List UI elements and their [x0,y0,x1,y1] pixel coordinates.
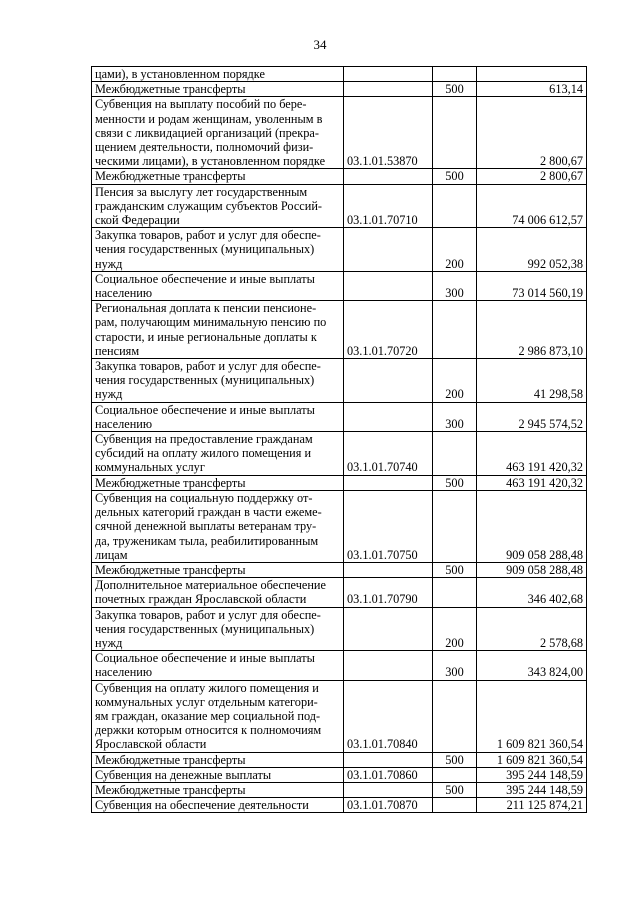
amount-cell: 2 800,67 [477,97,587,169]
table-row [92,271,587,300]
expense-type-code-cell [433,301,477,359]
item-name-cell: Субвенция на обеспечение деятельности [92,798,344,813]
table-row [92,169,587,184]
expense-type-code-cell [433,432,477,476]
target-article-code-cell: 03.1.01.70870 [344,798,433,813]
target-article-code-cell [344,82,433,97]
target-article-code-cell: 03.1.01.70750 [344,490,433,562]
table-row [92,402,587,431]
target-article-code-cell [344,67,433,82]
target-article-code-cell [344,359,433,403]
expense-type-code-cell: 500 [433,475,477,490]
amount-cell: 395 244 148,59 [477,782,587,797]
table-row [92,301,587,359]
expense-type-code-cell: 500 [433,169,477,184]
amount-cell: 73 014 560,19 [477,271,587,300]
amount-cell: 909 058 288,48 [477,562,587,577]
amount-cell: 41 298,58 [477,359,587,403]
expense-type-code-cell: 300 [433,402,477,431]
expense-type-code-cell [433,97,477,169]
table-row [92,228,587,272]
table-row [92,562,587,577]
amount-cell: 1 609 821 360,54 [477,752,587,767]
item-name-cell: Закупка товаров, работ и услуг для обеспе- чения государственных (муниципальных) нужд [92,228,344,272]
amount-cell: 2 800,67 [477,169,587,184]
expense-type-code-cell: 200 [433,607,477,651]
table-row [92,680,587,752]
amount-cell: 463 191 420,32 [477,432,587,476]
target-article-code-cell [344,271,433,300]
table-row [92,82,587,97]
expense-type-code-cell: 500 [433,752,477,767]
item-name-cell: цами), в установленном порядке [92,67,344,82]
item-name-cell: Субвенция на денежные выплаты [92,767,344,782]
expense-type-code-cell: 300 [433,271,477,300]
table-row [92,97,587,169]
target-article-code-cell [344,562,433,577]
table-row [92,184,587,228]
item-name-cell: Межбюджетные трансферты [92,752,344,767]
item-name-cell: Субвенция на социальную поддержку от- дельных категорий граждан в части ежеме- сячной денежной выплаты ветеранам тру- да, труженикам тыла, реабилитированным лицам [92,490,344,562]
expense-type-code-cell: 200 [433,359,477,403]
item-name-cell: Межбюджетные трансферты [92,782,344,797]
target-article-code-cell [344,651,433,680]
item-name-cell: Субвенция на предоставление гражданам субсидий на оплату жилого помещения и коммунальных услуг [92,432,344,476]
amount-cell: 2 578,68 [477,607,587,651]
budget-table-body [92,67,587,813]
target-article-code-cell [344,752,433,767]
table-row [92,578,587,607]
expense-type-code-cell [433,578,477,607]
table-row [92,607,587,651]
target-article-code-cell: 03.1.01.70860 [344,767,433,782]
item-name-cell: Субвенция на оплату жилого помещения и коммунальных услуг отдельным категори- ям граждан, оказание мер социальной под- держки которым относится к полномочиям Ярославской области [92,680,344,752]
amount-cell: 2 986 873,10 [477,301,587,359]
item-name-cell: Закупка товаров, работ и услуг для обеспе- чения государственных (муниципальных) нужд [92,607,344,651]
target-article-code-cell: 03.1.01.70710 [344,184,433,228]
target-article-code-cell: 03.1.01.53870 [344,97,433,169]
item-name-cell: Социальное обеспечение и иные выплаты населению [92,651,344,680]
amount-cell: 395 244 148,59 [477,767,587,782]
amount-cell: 1 609 821 360,54 [477,680,587,752]
amount-cell: 2 945 574,52 [477,402,587,431]
item-name-cell: Субвенция на выплату пособий по бере- менности и родам женщинам, уволенным в связи с ликвидацией организаций (прекра- щением деятельности, полномочий физи- ческими лицами), в установленном порядке [92,97,344,169]
amount-cell: 74 006 612,57 [477,184,587,228]
amount-cell: 613,14 [477,82,587,97]
expense-type-code-cell [433,184,477,228]
table-row [92,752,587,767]
item-name-cell: Межбюджетные трансферты [92,82,344,97]
expense-type-code-cell [433,798,477,813]
amount-cell: 463 191 420,32 [477,475,587,490]
expense-type-code-cell [433,680,477,752]
item-name-cell: Социальное обеспечение и иные выплаты населению [92,271,344,300]
amount-cell [477,67,587,82]
target-article-code-cell [344,475,433,490]
target-article-code-cell [344,169,433,184]
expense-type-code-cell [433,767,477,782]
item-name-cell: Межбюджетные трансферты [92,475,344,490]
target-article-code-cell [344,782,433,797]
expense-type-code-cell: 500 [433,782,477,797]
table-row [92,475,587,490]
expense-type-code-cell: 500 [433,562,477,577]
target-article-code-cell: 03.1.01.70790 [344,578,433,607]
amount-cell: 992 052,38 [477,228,587,272]
table-row [92,798,587,813]
table-row [92,359,587,403]
target-article-code-cell: 03.1.01.70720 [344,301,433,359]
item-name-cell: Межбюджетные трансферты [92,169,344,184]
table-row [92,67,587,82]
expense-type-code-cell: 300 [433,651,477,680]
expense-type-code-cell [433,490,477,562]
expense-type-code-cell: 500 [433,82,477,97]
expense-type-code-cell [433,67,477,82]
table-row [92,432,587,476]
target-article-code-cell: 03.1.01.70740 [344,432,433,476]
budget-table [91,66,587,813]
target-article-code-cell [344,607,433,651]
item-name-cell: Пенсия за выслугу лет государственным гражданским служащим субъектов Россий- ской Федерации [92,184,344,228]
amount-cell: 343 824,00 [477,651,587,680]
amount-cell: 211 125 874,21 [477,798,587,813]
target-article-code-cell: 03.1.01.70840 [344,680,433,752]
table-row [92,767,587,782]
item-name-cell: Закупка товаров, работ и услуг для обеспе- чения государственных (муниципальных) нужд [92,359,344,403]
item-name-cell: Социальное обеспечение и иные выплаты населению [92,402,344,431]
table-row [92,782,587,797]
target-article-code-cell [344,228,433,272]
page-number: 34 [313,37,327,52]
amount-cell: 346 402,68 [477,578,587,607]
item-name-cell: Дополнительное материальное обеспечение почетных граждан Ярославской области [92,578,344,607]
amount-cell: 909 058 288,48 [477,490,587,562]
table-row [92,490,587,562]
target-article-code-cell [344,402,433,431]
item-name-cell: Межбюджетные трансферты [92,562,344,577]
table-row [92,651,587,680]
item-name-cell: Региональная доплата к пенсии пенсионе- рам, получающим минимальную пенсию по старости, и иные региональные доплаты к пенсиям [92,301,344,359]
expense-type-code-cell: 200 [433,228,477,272]
